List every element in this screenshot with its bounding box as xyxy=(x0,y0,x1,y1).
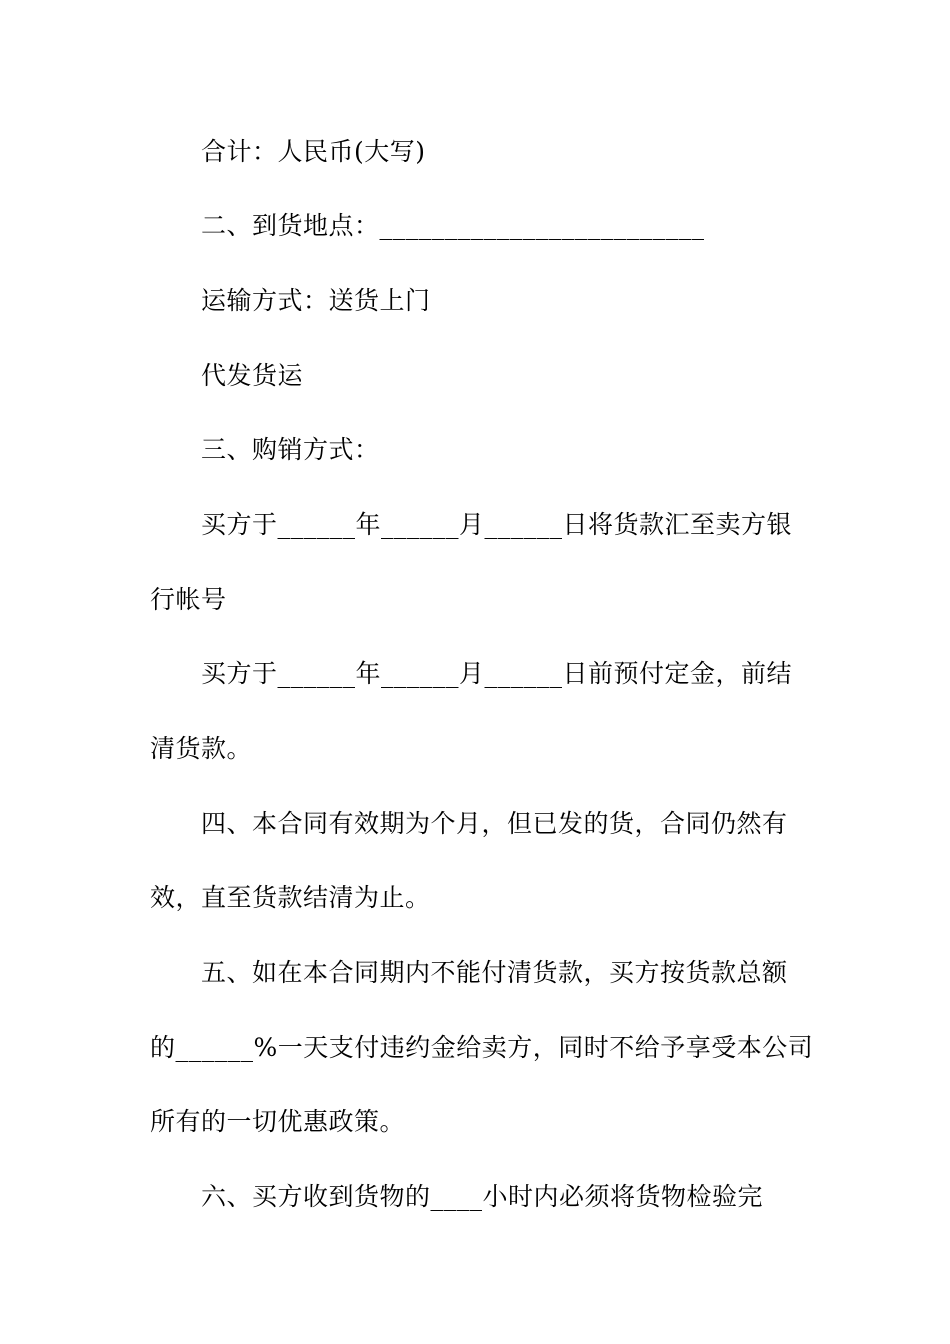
freight-forwarding-line: 代发货运 xyxy=(201,361,304,390)
total-amount-line: 合计：人民币(大写) xyxy=(201,137,426,166)
delivery-location-line: 二、到货地点：_________________________ xyxy=(201,211,705,240)
deposit-line: 买方于______年______月______日前预付定金，前结 xyxy=(201,659,793,688)
validity-clause-line-cont: 效，直至货款结清为止。 xyxy=(150,883,431,912)
deposit-line-cont: 清货款。 xyxy=(150,734,253,763)
section-heading-purchase-method: 三、购销方式： xyxy=(201,435,380,464)
validity-clause-line: 四、本合同有效期为个月，但已发的货，合同仍然有 xyxy=(201,809,788,838)
payment-date-line: 买方于______年______月______日将货款汇至卖方银 xyxy=(201,510,793,539)
inspection-clause-line: 六、买方收到货物的____小时内必须将货物检验完 xyxy=(201,1182,764,1211)
penalty-clause-line-cont-2: 所有的一切优惠政策。 xyxy=(150,1107,406,1136)
penalty-clause-line-cont: 的______%一天支付违约金给卖方，同时不给予享受本公司 xyxy=(150,1033,814,1062)
penalty-clause-line: 五、如在本合同期内不能付清货款，买方按货款总额 xyxy=(201,958,788,987)
transport-method-line: 运输方式：送货上门 xyxy=(201,286,431,315)
payment-date-line-cont: 行帐号 xyxy=(150,585,227,614)
